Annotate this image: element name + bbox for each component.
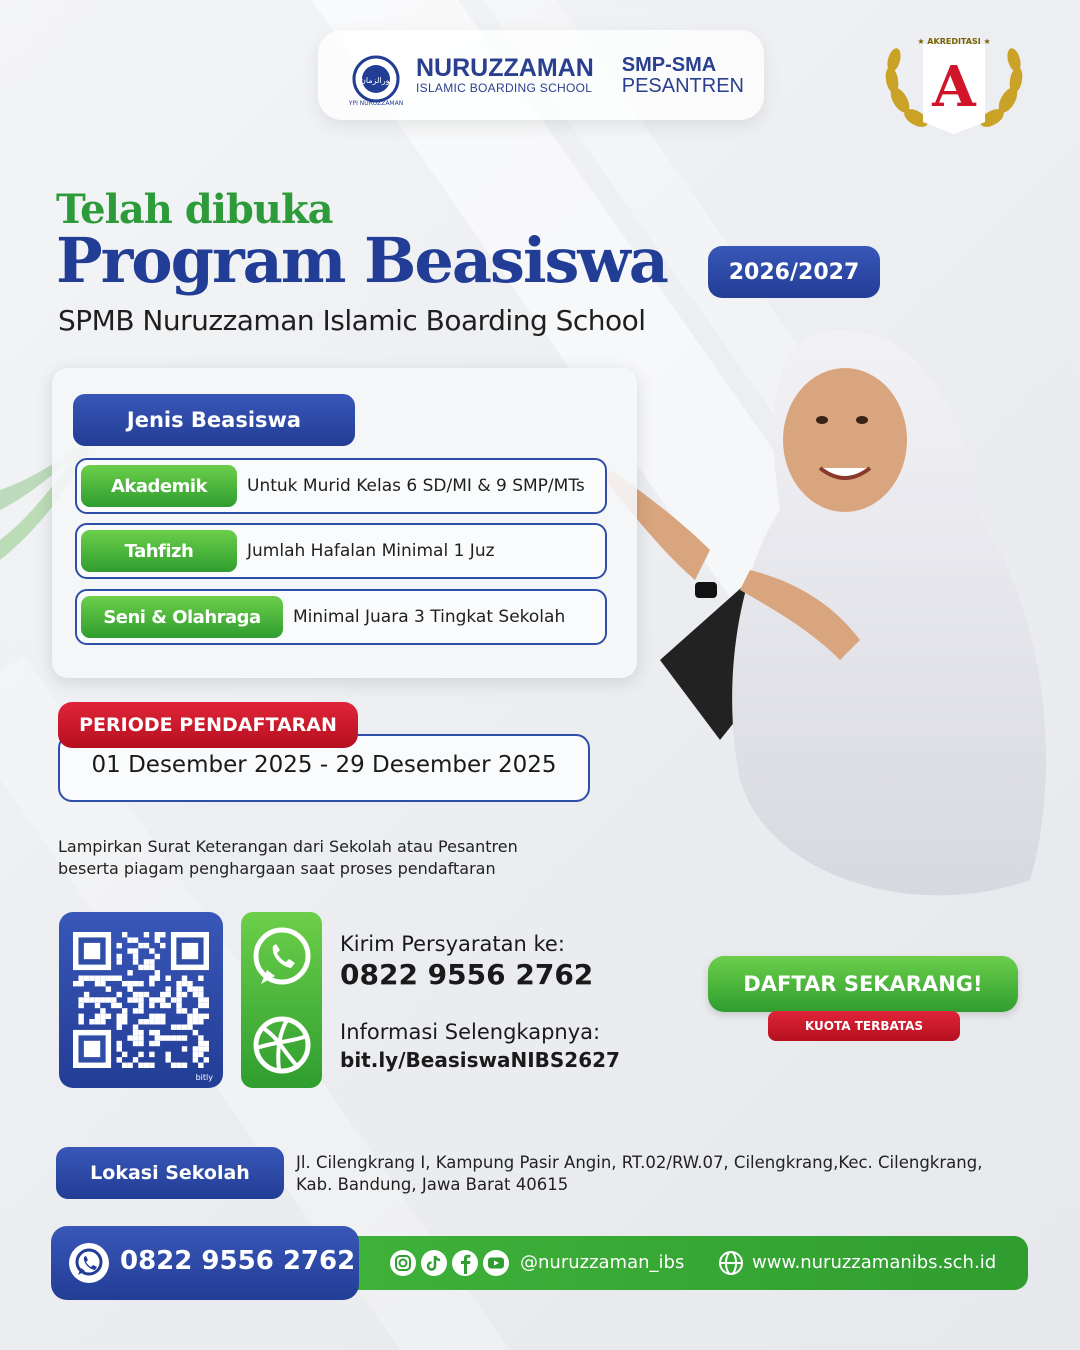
tiktok-icon[interactable] <box>421 1250 447 1276</box>
instagram-icon[interactable] <box>390 1250 416 1276</box>
scholarship-type-tag: Seni & Olahraga <box>81 596 283 638</box>
page-subtitle: SPMB Nuruzzaman Islamic Boarding School <box>58 304 646 337</box>
address-line: Jl. Cilengkrang I, Kampung Pasir Angin, RT.02/RW.07, Cilengkrang,Kec. Cilengkrang, <box>296 1153 983 1172</box>
facebook-icon[interactable] <box>452 1250 478 1276</box>
scholarship-desc: Jumlah Hafalan Minimal 1 Juz <box>247 541 495 561</box>
note-line: beserta piagam penghargaan saat proses pendaftaran <box>58 859 496 878</box>
social-handle[interactable]: @nuruzzaman_ibs <box>520 1252 685 1273</box>
year-badge: 2026/2027 <box>708 246 880 298</box>
requirements-note <box>58 836 518 880</box>
scholarship-row-akademik <box>75 458 607 514</box>
level-line1: SMP-SMA <box>621 54 717 76</box>
level-line2: PESANTREN <box>621 75 744 97</box>
contact-icon-column <box>241 912 322 1088</box>
scholarship-type-tag: Akademik <box>81 465 237 507</box>
whatsapp-icon <box>249 924 315 990</box>
info-link[interactable]: bit.ly/BeasiswaNIBS2627 <box>340 1048 620 1072</box>
page-title: Program Beasiswa <box>56 224 667 297</box>
address-line: Kab. Bandung, Jawa Barat 40615 <box>296 1175 569 1194</box>
scholarship-row-tahfizh <box>75 523 607 579</box>
qr-code-pattern <box>73 932 209 1068</box>
accreditation-badge <box>878 30 1030 140</box>
period-dates: 01 Desember 2025 - 29 Desember 2025 <box>91 752 557 778</box>
period-label: PERIODE PENDAFTARAN <box>58 702 358 748</box>
location-label: Lokasi Sekolah <box>56 1147 284 1199</box>
send-number[interactable]: 0822 9556 2762 <box>340 958 594 991</box>
qr-brand: bitly <box>195 1073 213 1082</box>
scholarship-desc: Untuk Murid Kelas 6 SD/MI & 9 SMP/MTs <box>247 476 585 496</box>
location-address <box>296 1152 1036 1196</box>
quota-badge: KUOTA TERBATAS <box>768 1011 960 1041</box>
logo-card <box>318 30 764 120</box>
website-link[interactable]: www.nuruzzamanibs.sch.id <box>752 1252 997 1273</box>
accreditation-grade: A <box>932 54 976 120</box>
footer-phone[interactable]: 0822 9556 2762 <box>120 1246 356 1276</box>
info-label: Informasi Selengkapnya: <box>340 1020 601 1044</box>
scholarship-heading: Jenis Beasiswa <box>73 394 355 446</box>
whatsapp-icon <box>68 1242 110 1284</box>
svg-text:نورالزمان: نورالزمان <box>360 76 392 85</box>
globe-icon <box>718 1250 744 1276</box>
brand-name: NURUZZAMAN <box>416 54 594 82</box>
scholarship-type-tag: Tahfizh <box>81 530 237 572</box>
youtube-icon[interactable] <box>483 1250 509 1276</box>
scholarship-row-seni-olahraga <box>75 589 607 645</box>
seal-text: YPI NURUZZAMAN <box>348 100 404 107</box>
register-button[interactable]: DAFTAR SEKARANG! <box>708 956 1018 1012</box>
qr-code[interactable] <box>59 912 223 1088</box>
student-photo <box>600 320 1080 960</box>
note-line: Lampirkan Surat Keterangan dari Sekolah atau Pesantren <box>58 837 518 856</box>
brand-sub: ISLAMIC BOARDING SCHOOL <box>416 81 593 95</box>
scholarship-desc: Minimal Juara 3 Tingkat Sekolah <box>293 607 566 627</box>
accreditation-label: ★ AKREDITASI ★ <box>917 37 991 46</box>
globe-ball-icon <box>249 1012 315 1078</box>
school-seal-icon <box>342 41 410 109</box>
opened-heading: Telah dibuka <box>56 186 333 233</box>
send-label: Kirim Persyaratan ke: <box>340 932 565 956</box>
